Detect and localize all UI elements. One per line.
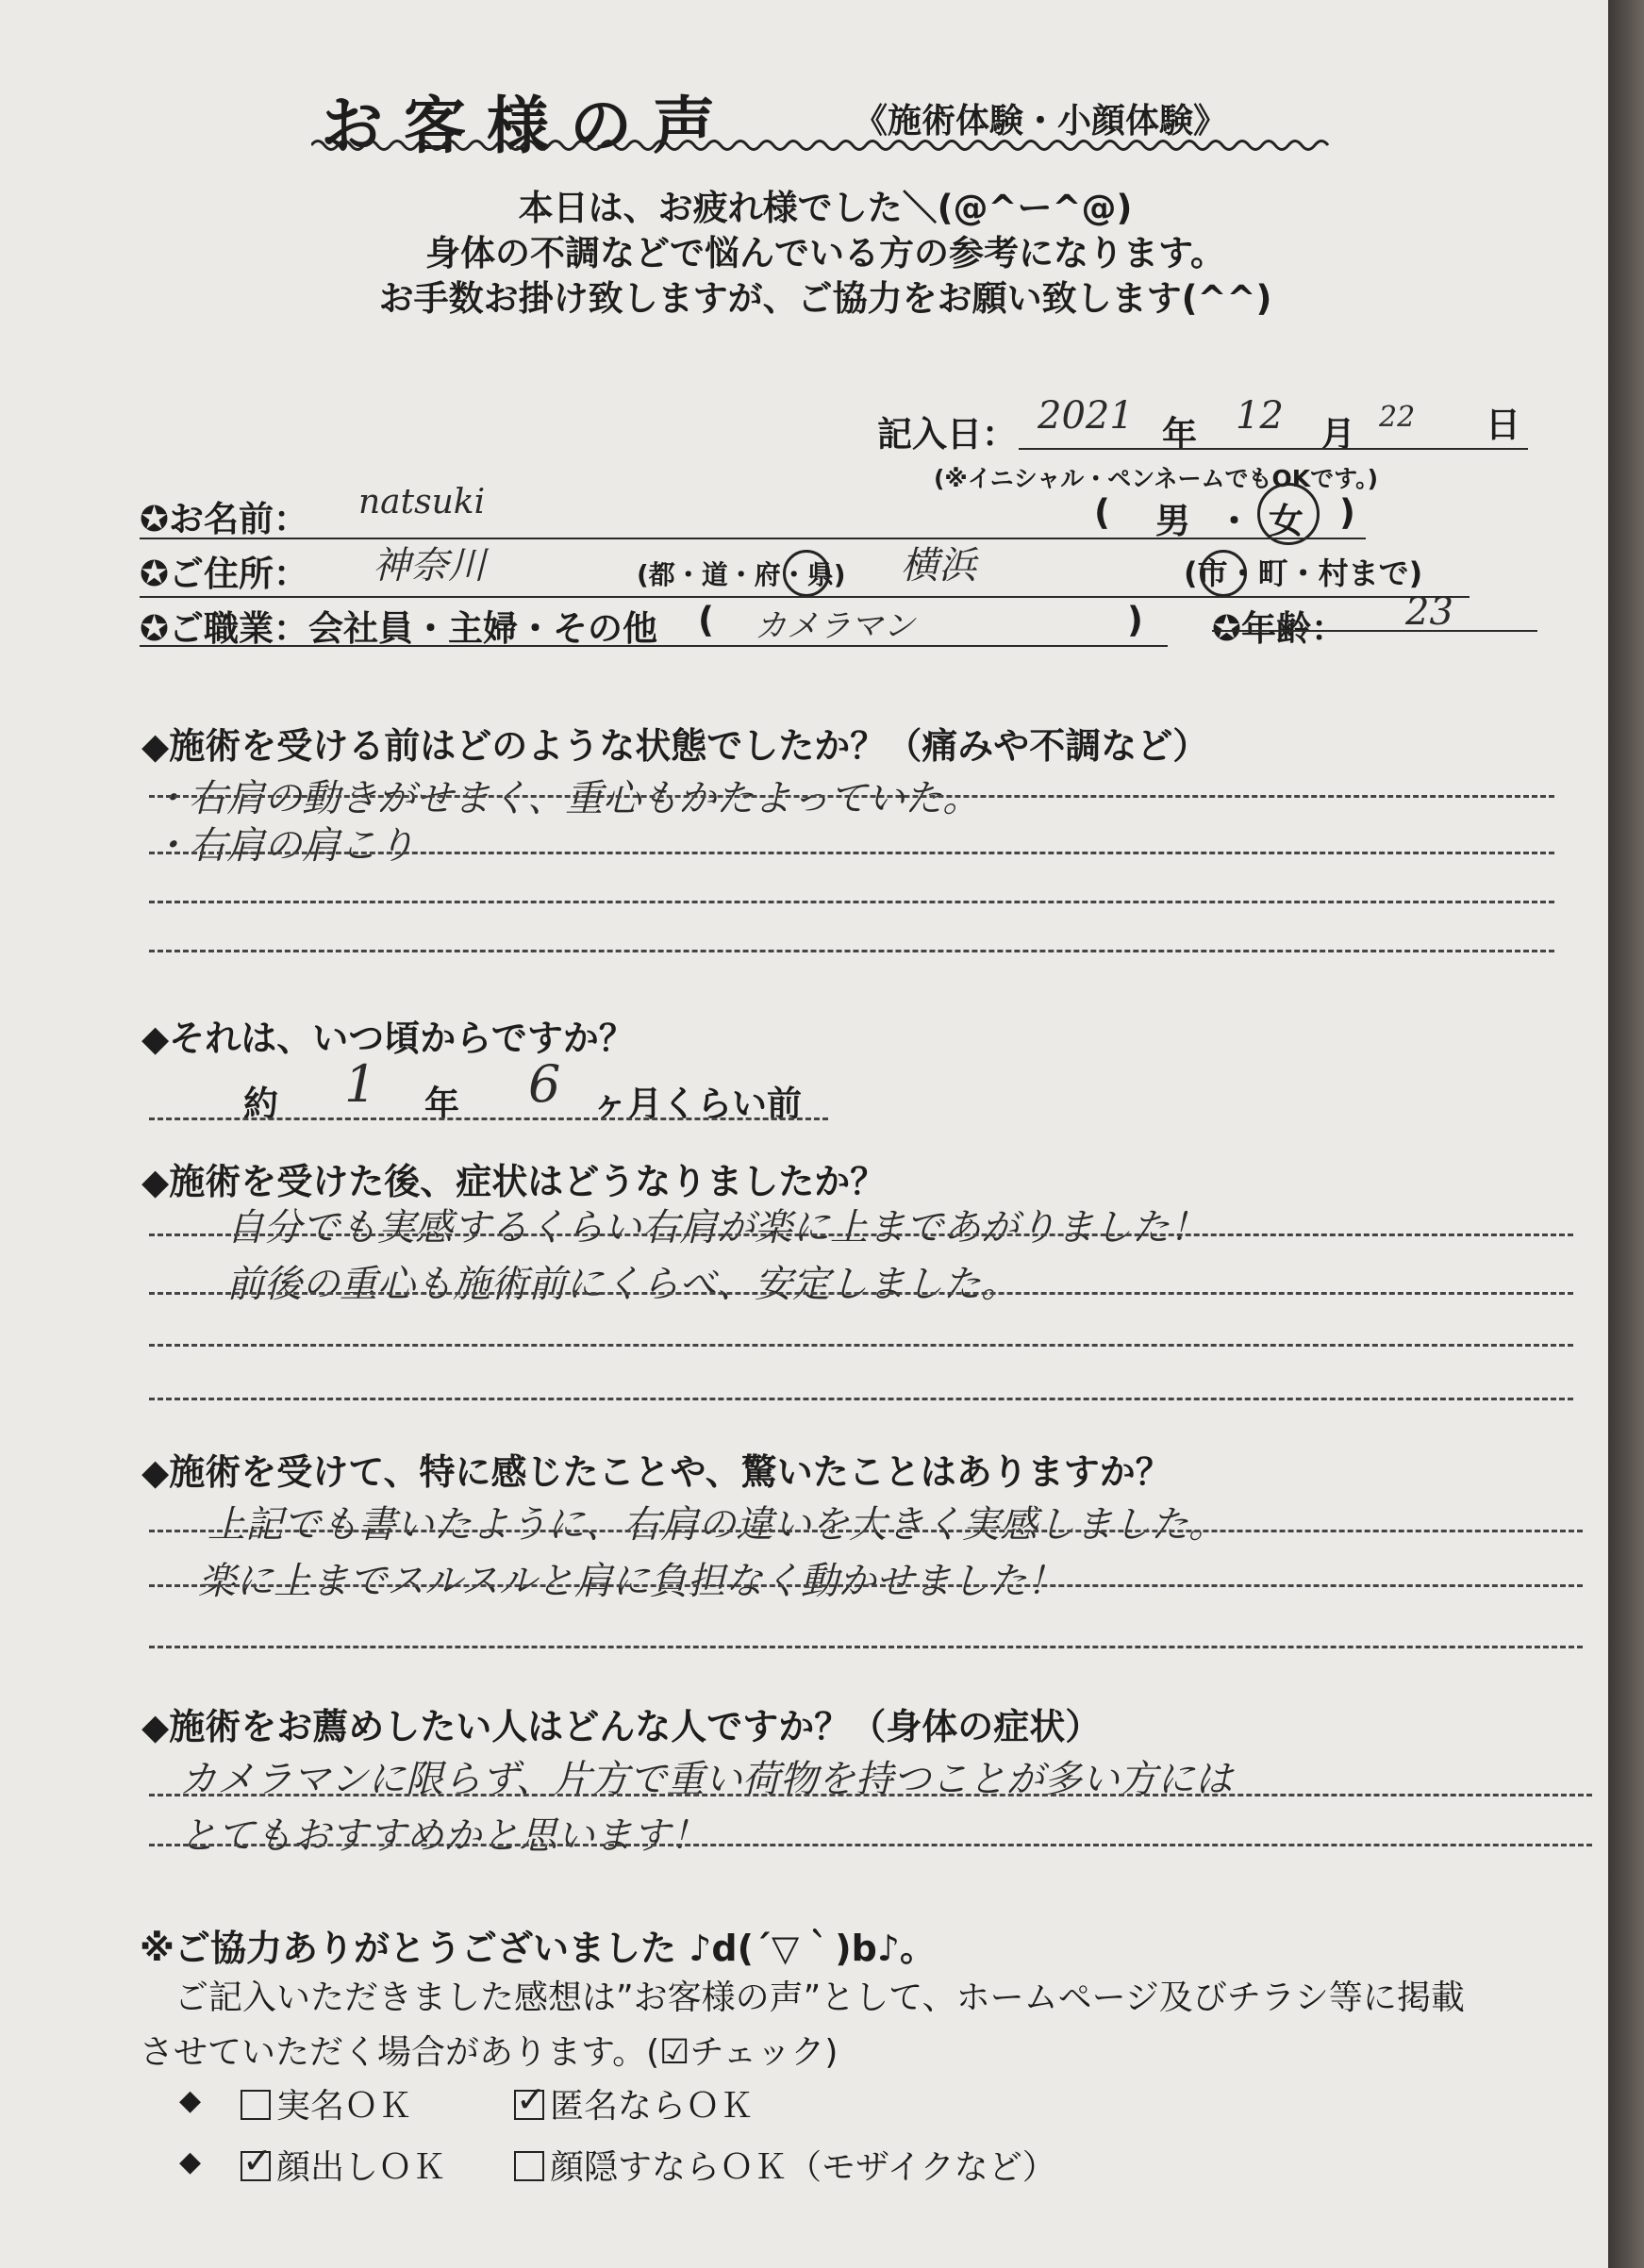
q2-month-suffix: ヶ月くらい前 [592, 1084, 802, 1124]
q5-answer-line-1: カメラマンに限らず、片方で重い荷物を持つことが多い方には [179, 1758, 1233, 1801]
background-edge [1608, 0, 1644, 2268]
notice-line-2: させていただく場合があります。(☑チェック) [140, 2033, 839, 2072]
gender-separator: ・ [1217, 501, 1252, 541]
notice-line-1: ご記入いただきました感想は”お客様の声”として、ホームページ及びチラシ等に掲載 [174, 1978, 1465, 2017]
entry-day-value: 22 [1379, 401, 1416, 434]
q5-line-1 [149, 1794, 1592, 1796]
age-label: ✪年齢： [1212, 608, 1347, 649]
q4-line-2 [149, 1584, 1583, 1587]
question-4: ◆施術を受けて、特に感じたことや、驚いたことはありますか？ [141, 1451, 1171, 1493]
q2-year-unit: 年 [424, 1084, 459, 1124]
question-1: ◆施術を受ける前はどのような状態でしたか？（痛みや不調など） [141, 725, 1209, 767]
intro-line-2: 身体の不調などで悩んでいる方の参考になります。 [424, 233, 1226, 273]
gender-male: 男 [1155, 501, 1190, 541]
city-types: (市・町・村まで) [1184, 555, 1423, 591]
q3-line-2 [149, 1292, 1573, 1295]
gender-close-paren: ) [1339, 492, 1355, 533]
entry-year-value: 2021 [1038, 394, 1134, 438]
occupation-open-paren: ( [698, 600, 714, 640]
q4-answer-line-1: 上記でも書いたように、右肩の違いを大きく実感しました。 [208, 1503, 1226, 1547]
q3-answer-line-2: 前後の重心も施術前にくらべ、安定しました。 [226, 1263, 1019, 1306]
q1-answer-line-2: ・右肩の肩こり [151, 824, 415, 868]
question-3: ◆施術を受けた後、症状はどうなりましたか？ [141, 1161, 887, 1202]
gender-open-paren: ( [1094, 492, 1110, 533]
intro-line-1: 本日は、お疲れ様でした＼(@^ー^@) [518, 188, 1133, 228]
face-hidden-label: 顔隠すならＯＫ（モザイクなど） [550, 2148, 1056, 2187]
q2-line [149, 1117, 828, 1120]
face-hidden-checkbox[interactable] [514, 2151, 544, 2181]
age-underline [1212, 630, 1537, 632]
q1-answer-line-1: ・右肩の動きがせまく、重心もかたよっていた。 [151, 777, 981, 820]
intro-line-3: お手数お掛け致しますが、ご協力をお願い致します(^^) [378, 278, 1272, 319]
q3-line-4 [149, 1398, 1573, 1400]
entry-day-unit: 日 [1486, 405, 1520, 445]
q5-line-2 [149, 1844, 1592, 1846]
thanks-note: ※ご協力ありがとうございました ♪d(´▽｀)b♪。 [140, 1928, 937, 1969]
occupation-label: ✪ご職業：会社員・主婦・その他 [140, 608, 658, 649]
entry-month-value: 12 [1236, 394, 1284, 438]
entry-month-unit: 月 [1320, 414, 1355, 455]
option-face-shown[interactable] [241, 2141, 446, 2189]
prefecture-types: (都・道・府・県) [637, 559, 846, 590]
q2-years-value: 1 [344, 1054, 377, 1114]
age-value: 23 [1405, 590, 1453, 634]
address-label: ✪ご住所： [140, 554, 309, 594]
anonymous-checkbox[interactable] [514, 2090, 544, 2120]
q2-prefix: 約 [243, 1084, 278, 1124]
address-underline [140, 596, 1470, 598]
q3-line-1 [149, 1233, 1573, 1236]
city-circle [1200, 550, 1247, 597]
gender-female: 女 [1269, 501, 1304, 541]
face-shown-checkbox[interactable] [241, 2151, 271, 2181]
option-real-name[interactable] [241, 2079, 412, 2127]
q4-line-1 [149, 1530, 1583, 1532]
title-wavy-underline [311, 137, 1330, 154]
question-2: ◆それは、いつ頃からですか？ [141, 1018, 635, 1059]
entry-date-label: 記入日： [877, 414, 1017, 455]
occupation-value: カメラマン [755, 607, 915, 645]
q1-line-1 [149, 795, 1554, 798]
q1-line-3 [149, 901, 1554, 903]
option-bullet-1: ◆ [179, 2084, 202, 2117]
q4-answer-line-2: 楽に上までスルスルと肩に負担なく動かせました！ [198, 1560, 1065, 1603]
option-anonymous[interactable] [514, 2079, 754, 2127]
prefecture-circle [783, 550, 830, 597]
name-value: natsuki [358, 483, 486, 521]
real-name-label: 実名ＯＫ [276, 2087, 413, 2126]
option-bullet-2: ◆ [179, 2145, 202, 2178]
q3-line-3 [149, 1344, 1573, 1347]
city-value: 横浜 [901, 544, 976, 588]
question-5: ◆施術をお薦めしたい人はどんな人ですか？（身体の症状） [141, 1706, 1102, 1747]
face-shown-label: 顔出しＯＫ [276, 2148, 447, 2187]
name-note: (※イニシャル・ペンネームでもOKです。) [934, 465, 1379, 492]
prefecture-value: 神奈川 [373, 544, 486, 588]
real-name-checkbox[interactable] [241, 2090, 271, 2120]
page-subtitle: 《施術体験・小顔体験》 [854, 102, 1228, 141]
entry-year-unit: 年 [1162, 414, 1197, 455]
q1-line-4 [149, 950, 1554, 952]
q2-months-value: 6 [528, 1054, 561, 1114]
q5-answer-line-2: とてもおすすめかと思います！ [179, 1814, 708, 1858]
gender-female-circle [1257, 483, 1320, 545]
anonymous-label: 匿名ならＯＫ [550, 2087, 755, 2126]
occupation-underline [140, 645, 1168, 647]
page-title: お客様の声 [321, 90, 736, 162]
name-label: ✪お名前： [140, 499, 309, 539]
name-underline [140, 538, 1366, 539]
occupation-close-paren: ) [1127, 600, 1143, 640]
q4-line-3 [149, 1646, 1583, 1648]
q1-line-2 [149, 852, 1554, 854]
entry-date-underline [1019, 448, 1528, 450]
q3-answer-line-1: 自分でも実感するくらい右肩が楽に上まであがりました！ [226, 1206, 1207, 1250]
option-face-hidden[interactable] [514, 2141, 1056, 2189]
